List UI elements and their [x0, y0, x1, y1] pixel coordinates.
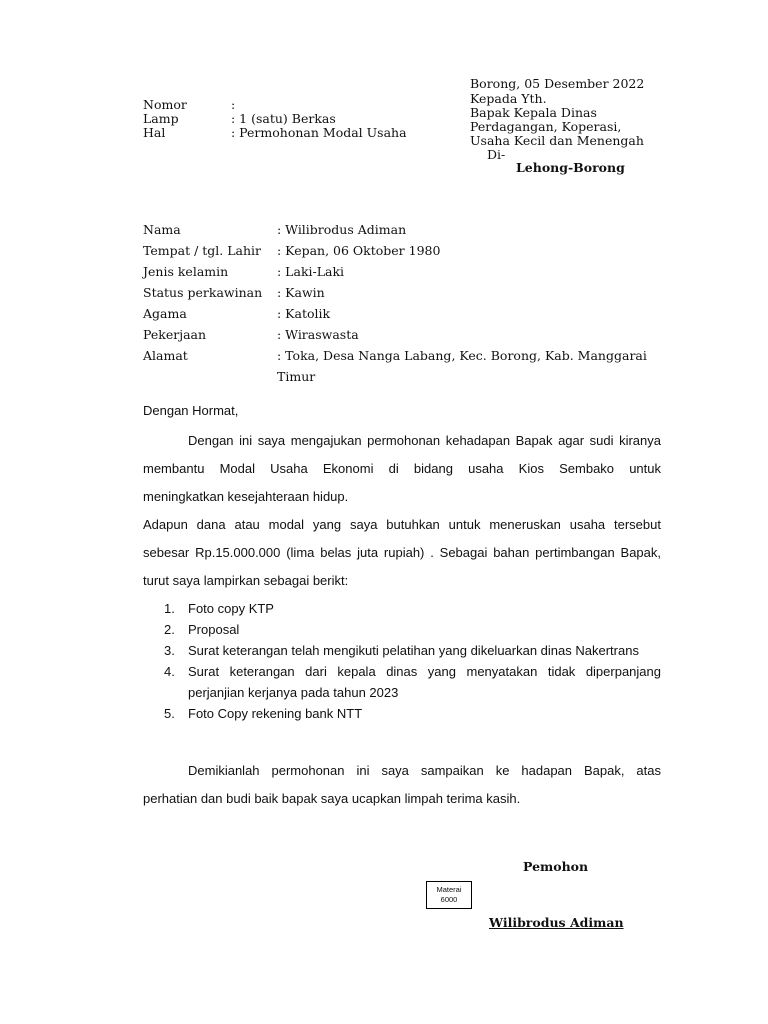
recipient-greeting: Kepada Yth.: [470, 91, 547, 106]
identity-value-status: : Kawin: [277, 285, 325, 300]
identity-label-nama: Nama: [143, 222, 181, 237]
letter-date: Borong, 05 Desember 2022: [470, 76, 645, 91]
list-item: Foto Copy rekening bank NTT: [188, 706, 363, 721]
list-item-number: 5.: [164, 706, 175, 721]
closing-line-2: perhatian dan budi baik bapak saya ucapkan limpah terima kasih.: [143, 791, 521, 806]
identity-label-alamat: Alamat: [143, 348, 188, 363]
identity-label-agama: Agama: [143, 306, 187, 321]
list-item-number: 1.: [164, 601, 175, 616]
paragraph-1-line-3: meningkatkan kesejahteraan hidup.: [143, 489, 349, 504]
identity-value-nama: : Wilibrodus Adiman: [277, 222, 407, 237]
paragraph-1-line-1: Dengan ini saya mengajukan permohonan kehadapan Bapak agar sudi kiranya: [188, 433, 661, 448]
list-item-number: 2.: [164, 622, 175, 637]
identity-value-alamat-cont: Timur: [277, 369, 316, 384]
greeting: Dengan Hormat,: [143, 403, 239, 418]
recipient-location: Lehong-Borong: [516, 160, 625, 175]
identity-value-alamat: : Toka, Desa Nanga Labang, Kec. Borong, Kab. Manggarai: [277, 348, 647, 363]
list-item: Surat keterangan dari kepala dinas yang menyatakan tidak diperpanjang: [188, 664, 661, 679]
signature-role: Pemohon: [523, 859, 589, 874]
identity-label-pekerjaan: Pekerjaan: [143, 327, 207, 342]
closing-line-1: Demikianlah permohonan ini saya sampaikan ke hadapan Bapak, atas: [188, 763, 661, 778]
list-item: Proposal: [188, 622, 240, 637]
paragraph-2-line-2: sebesar Rp.15.000.000 (lima belas juta rupiah) . Sebagai bahan pertimbangan Bapak,: [143, 545, 661, 560]
hal-value: : Permohonan Modal Usaha: [231, 125, 407, 140]
identity-value-ttl: : Kepan, 06 Oktober 1980: [277, 243, 441, 258]
identity-label-gender: Jenis kelamin: [143, 264, 229, 279]
list-item-cont: perjanjian kerjanya pada tahun 2023: [188, 685, 399, 700]
recipient-line-3: Usaha Kecil dan Menengah: [470, 133, 644, 148]
recipient-line-1: Bapak Kepala Dinas: [470, 105, 597, 120]
paragraph-2-line-3: turut saya lampirkan sebagai berikt:: [143, 573, 349, 588]
materai-label: Materai: [436, 885, 462, 894]
nomor-label: Nomor: [143, 97, 187, 112]
list-item-number: 3.: [164, 643, 175, 658]
identity-value-pekerjaan: : Wiraswasta: [277, 327, 359, 342]
nomor-value: :: [231, 97, 236, 112]
list-item: Surat keterangan telah mengikuti pelatihan yang dikeluarkan dinas Nakertrans: [188, 643, 639, 658]
hal-label: Hal: [143, 125, 166, 140]
signature-name: Wilibrodus Adiman: [489, 915, 624, 930]
recipient-di: Di-: [487, 147, 506, 162]
materai-value: 6000: [440, 895, 458, 904]
paragraph-2-line-1: Adapun dana atau modal yang saya butuhkan untuk meneruskan usaha tersebut: [143, 517, 661, 532]
recipient-line-2: Perdagangan, Koperasi,: [470, 119, 622, 134]
identity-label-status: Status perkawinan: [143, 285, 263, 300]
identity-value-gender: : Laki-Laki: [277, 264, 345, 279]
paragraph-1-line-2: membantu Modal Usaha Ekonomi di bidang usaha Kios Sembako untuk: [143, 461, 661, 476]
list-item: Foto copy KTP: [188, 601, 274, 616]
identity-value-agama: : Katolik: [277, 306, 331, 321]
identity-label-ttl: Tempat / tgl. Lahir: [143, 243, 261, 258]
materai-stamp-box: [426, 881, 472, 909]
lamp-label: Lamp: [143, 111, 179, 126]
lamp-value: : 1 (satu) Berkas: [231, 111, 336, 126]
list-item-number: 4.: [164, 664, 175, 679]
